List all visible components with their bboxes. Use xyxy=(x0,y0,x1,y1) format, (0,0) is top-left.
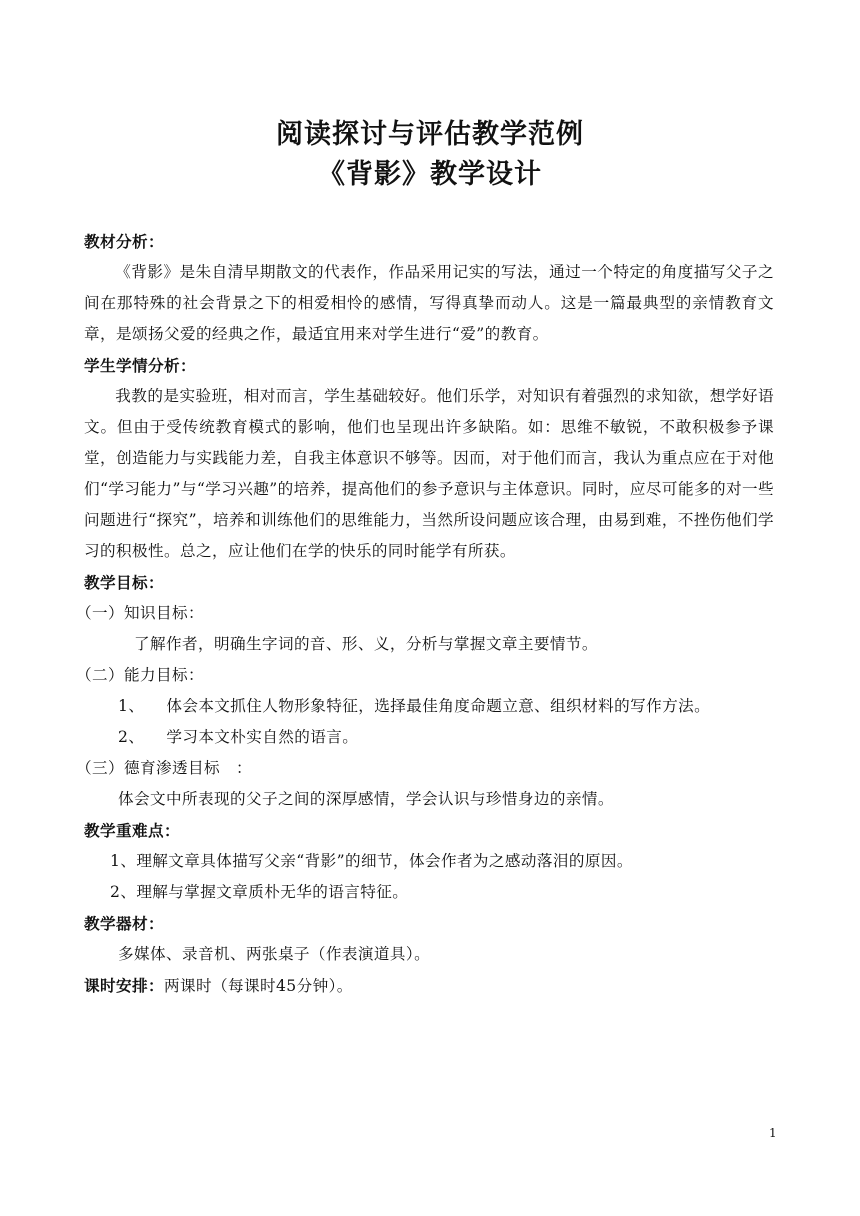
goal-ability-item-number: 1、 xyxy=(118,697,145,715)
equipment-text: 多媒体、录音机、两张桌子（作表演道具）。 xyxy=(118,945,431,963)
schedule-line xyxy=(84,970,774,1001)
goal-knowledge-label: （一）知识目标： xyxy=(76,604,204,622)
goal-moral-text: 体会文中所表现的父子之间的深厚感情，学会认识与珍惜身边的亲情。 xyxy=(118,790,614,808)
section-heading-students: 学生学情分析： xyxy=(84,356,196,375)
document-title: 阅读探讨与评估教学范例 xyxy=(276,119,584,150)
goal-ability-item-2 xyxy=(84,722,774,753)
key-point-item-1: 1、理解文章具体描写父亲“背影”的细节，体会作者为之感动落泪的原因。 xyxy=(110,852,633,870)
goal-ability-item-text: 体会本文抓住人物形象特征，选择最佳角度命题立意、组织材料的写作方法。 xyxy=(166,697,711,715)
section-heading-goals: 教学目标： xyxy=(84,573,164,592)
document-subtitle: 《背影》教学设计 xyxy=(318,159,542,190)
schedule-text: 两课时（每课时45分钟）。 xyxy=(163,977,353,995)
section-heading-material: 教材分析： xyxy=(84,232,164,251)
document-body xyxy=(76,226,774,1001)
key-point-item-2: 2、理解与掌握文章质朴无华的语言特征。 xyxy=(110,883,409,901)
schedule-label: 课时安排： xyxy=(84,976,164,995)
section-heading-key-points: 教学重难点： xyxy=(84,821,180,840)
goal-ability-item-text: 学习本文朴实自然的语言。 xyxy=(166,728,359,746)
goal-ability-item-number: 2、 xyxy=(118,728,145,746)
paragraph-material: 《背影》是朱自清早期散文的代表作，作品采用记实的写法，通过一个特定的角度描写父子之间在那特殊的社会背景之下的相爱相怜的感情，写得真挚而动人。这是一篇最典型的亲情教育文章，是颂扬父爱的经典之作，最适宜用来对学生进行“爱”的教育。 xyxy=(84,263,774,343)
goal-knowledge-text: 了解作者，明确生字词的音、形、义，分析与掌握文章主要情节。 xyxy=(134,635,598,653)
page-number: 1 xyxy=(769,1126,777,1140)
goal-moral-label: （三）德育渗透目标 ： xyxy=(76,759,252,777)
paragraph-students: 我教的是实验班，相对而言，学生基础较好。他们乐学，对知识有着强烈的求知欲，想学好语文。但由于受传统教育模式的影响，他们也呈现出许多缺陷。如：思维不敏锐，不敢积极参予课堂，创造能力与实践能力差，自我主体意识不够等。因而，对于他们而言，我认为重点应在于对他们“学习能力”与“学习兴趣”的培养，提高他们的参予意识与主体意识。同时，应尽可能多的对一些问题进行“探究”，培养和训练他们的思维能力，当然所设问题应该合理，由易到难，不挫伤他们学习的积极性。总之，应让他们在学的快乐的同时能学有所获。 xyxy=(84,387,774,560)
goal-ability-label: （二）能力目标： xyxy=(76,666,204,684)
section-heading-equipment: 教学器材： xyxy=(84,914,164,933)
goal-ability-item-1 xyxy=(84,691,774,722)
